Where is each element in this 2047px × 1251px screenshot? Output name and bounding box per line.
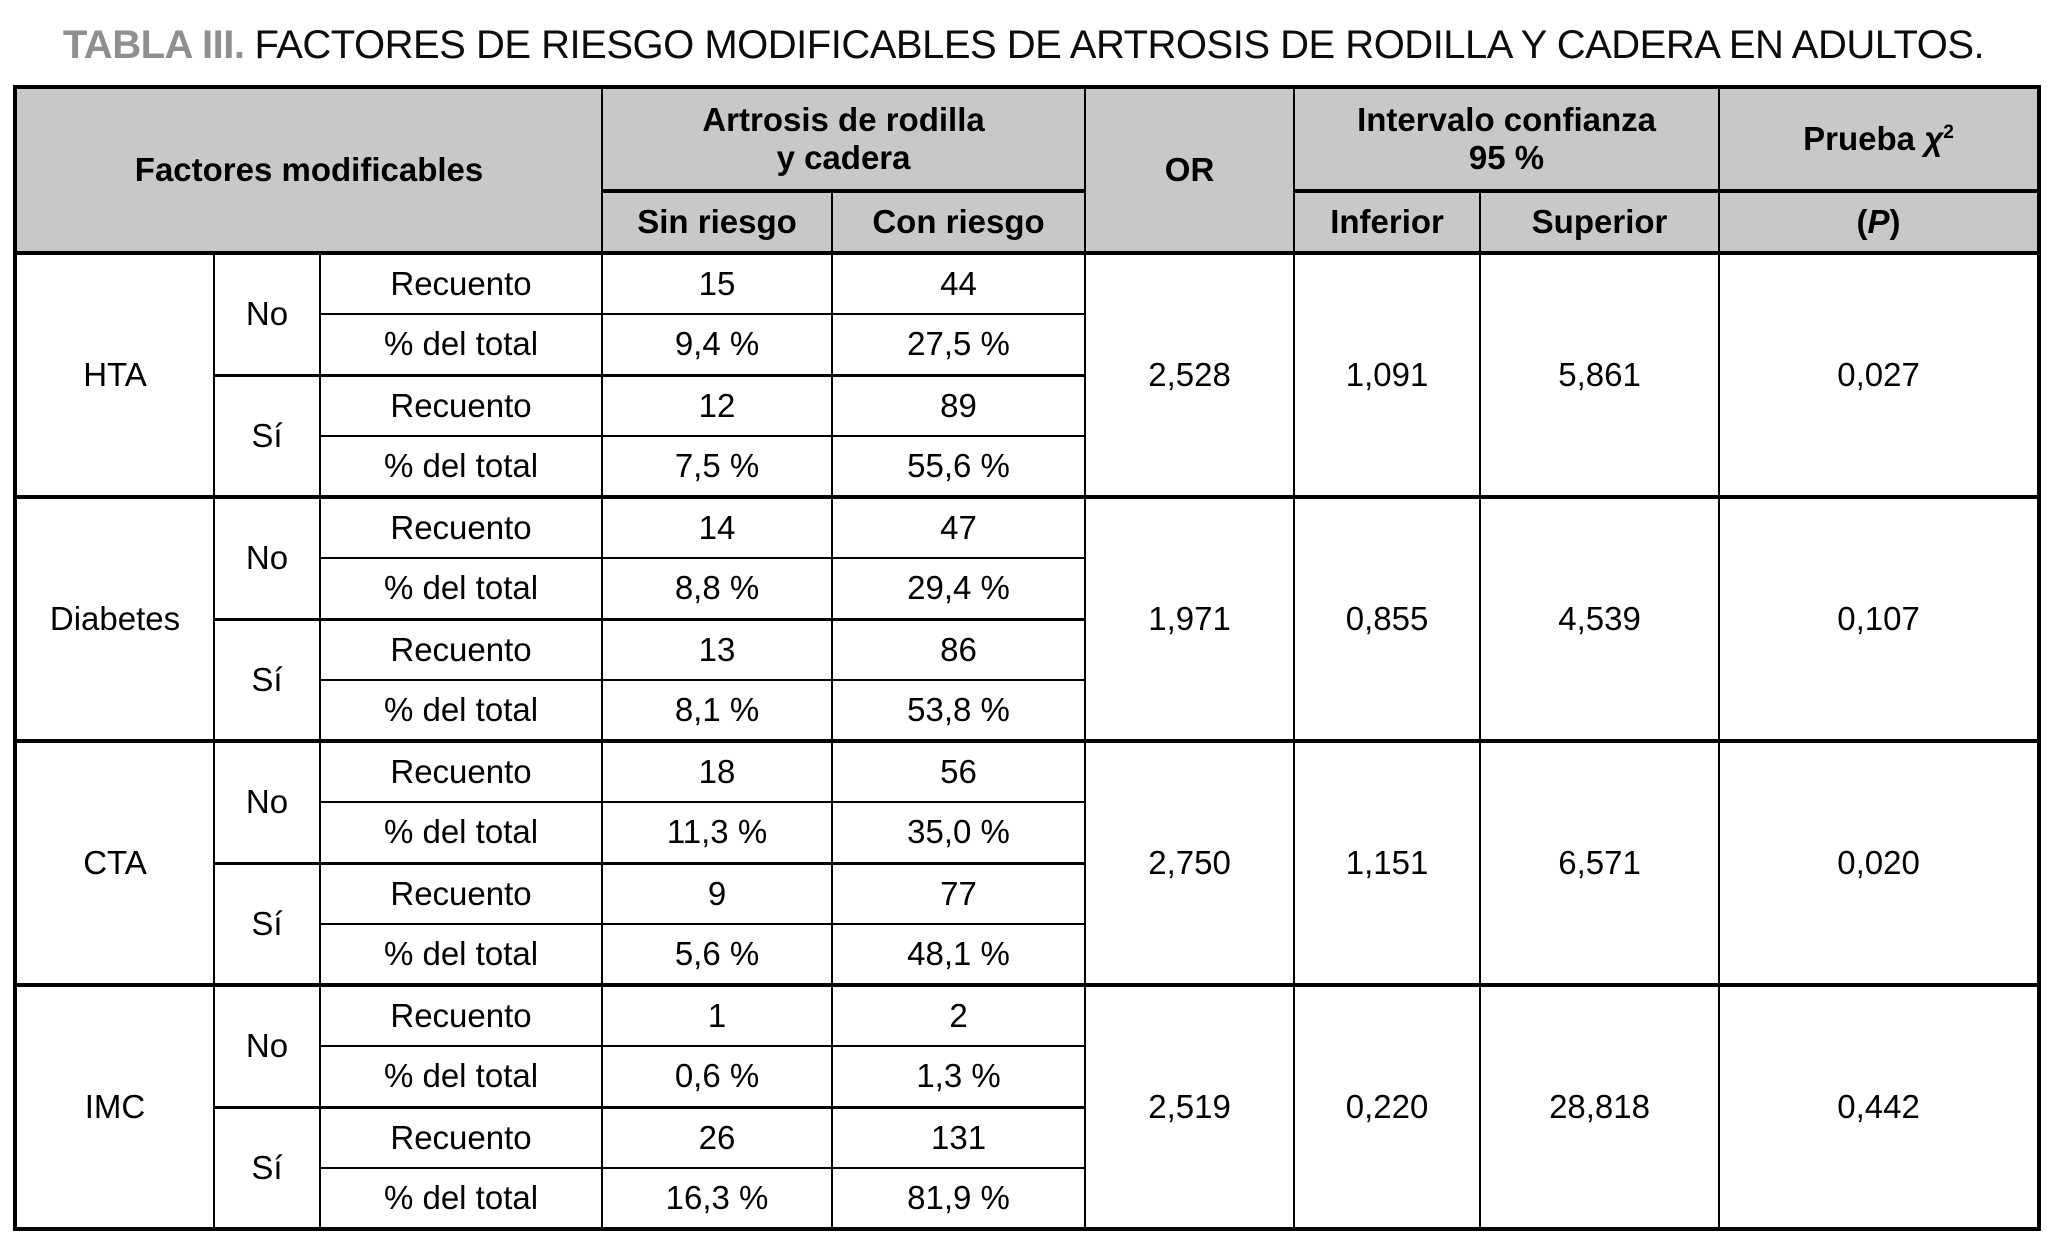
pct-cell: 5,6 %: [602, 924, 832, 985]
ci-inferior-value: 0,220: [1294, 985, 1480, 1229]
count-cell: 12: [602, 375, 832, 436]
count-cell: 13: [602, 619, 832, 680]
p-letter: P: [1867, 203, 1890, 241]
header-prueba-chi2: [1719, 87, 2039, 191]
no-label: No: [214, 497, 320, 619]
chi-exponent: 2: [1943, 122, 1954, 144]
stat-label-pct: % del total: [320, 436, 602, 497]
p-open-paren: (: [1856, 203, 1868, 241]
p-value: 0,027: [1719, 253, 2039, 497]
si-label: Sí: [214, 375, 320, 497]
pct-cell: 81,9 %: [832, 1168, 1085, 1229]
or-value: 2,750: [1085, 741, 1294, 985]
header-artrosis-line2: y cadera: [776, 139, 911, 176]
pct-cell: 11,3 %: [602, 802, 832, 863]
count-cell: 86: [832, 619, 1085, 680]
header-intervalo-confianza: [1294, 87, 1719, 191]
header-con-riesgo: Con riesgo: [832, 191, 1085, 253]
p-value: 0,442: [1719, 985, 2039, 1229]
stat-label-count: Recuento: [320, 863, 602, 924]
pct-cell: 55,6 %: [832, 436, 1085, 497]
factor-label-imc: IMC: [15, 985, 214, 1229]
stat-label-count: Recuento: [320, 985, 602, 1046]
header-factores-modificables: Factores modificables: [15, 87, 602, 253]
header-artrosis-line1: Artrosis de rodilla: [702, 101, 985, 139]
ci-inferior-value: 0,855: [1294, 497, 1480, 741]
p-value: 0,020: [1719, 741, 2039, 985]
stat-label-pct: % del total: [320, 1168, 602, 1229]
table-title-text: FACTORES DE RIESGO MODIFICABLES DE ARTROSIS DE RODILLA Y CADERA EN ADULTOS.: [254, 23, 1985, 67]
or-value: 2,528: [1085, 253, 1294, 497]
header-or: OR: [1085, 87, 1294, 253]
pct-cell: 48,1 %: [832, 924, 1085, 985]
no-label: No: [214, 985, 320, 1107]
ci-inferior-value: 1,091: [1294, 253, 1480, 497]
stat-label-count: Recuento: [320, 497, 602, 558]
stat-label-count: Recuento: [320, 741, 602, 802]
table-title: [0, 22, 2047, 68]
pct-cell: 8,8 %: [602, 558, 832, 619]
pct-cell: 53,8 %: [832, 680, 1085, 741]
header-superior: Superior: [1480, 191, 1719, 253]
stat-label-count: Recuento: [320, 375, 602, 436]
header-ci-line1: Intervalo confianza: [1357, 101, 1656, 139]
si-label: Sí: [214, 863, 320, 985]
p-value: 0,107: [1719, 497, 2039, 741]
stat-label-count: Recuento: [320, 1107, 602, 1168]
pct-cell: 1,3 %: [832, 1046, 1085, 1107]
table-row: [15, 253, 2039, 314]
pct-cell: 29,4 %: [832, 558, 1085, 619]
ci-superior-value: 5,861: [1480, 253, 1719, 497]
pct-cell: 9,4 %: [602, 314, 832, 375]
pct-cell: 27,5 %: [832, 314, 1085, 375]
or-value: 2,519: [1085, 985, 1294, 1229]
si-label: Sí: [214, 1107, 320, 1229]
header-ci-line2: 95 %: [1468, 139, 1545, 176]
table-row: [15, 985, 2039, 1046]
stat-label-pct: % del total: [320, 680, 602, 741]
stat-label-pct: % del total: [320, 314, 602, 375]
p-close-paren: ): [1889, 203, 1901, 241]
header-artrosis: [602, 87, 1085, 191]
pct-cell: 35,0 %: [832, 802, 1085, 863]
factor-label-cta: CTA: [15, 741, 214, 985]
count-cell: 131: [832, 1107, 1085, 1168]
factor-label-hta: HTA: [15, 253, 214, 497]
count-cell: 18: [602, 741, 832, 802]
count-cell: 1: [602, 985, 832, 1046]
count-cell: 56: [832, 741, 1085, 802]
risk-factors-table: [13, 85, 2041, 1231]
stat-label-pct: % del total: [320, 924, 602, 985]
count-cell: 47: [832, 497, 1085, 558]
pct-cell: 0,6 %: [602, 1046, 832, 1107]
pct-cell: 16,3 %: [602, 1168, 832, 1229]
header-p: [1719, 191, 2039, 253]
pct-cell: 8,1 %: [602, 680, 832, 741]
count-cell: 9: [602, 863, 832, 924]
chi-symbol: χ: [1924, 120, 1944, 158]
stat-label-pct: % del total: [320, 1046, 602, 1107]
no-label: No: [214, 253, 320, 375]
stat-label-pct: % del total: [320, 802, 602, 863]
table-row: [15, 741, 2039, 802]
ci-inferior-value: 1,151: [1294, 741, 1480, 985]
prueba-prefix: Prueba: [1803, 120, 1925, 158]
stat-label-count: Recuento: [320, 619, 602, 680]
pct-cell: 7,5 %: [602, 436, 832, 497]
stat-label-count: Recuento: [320, 253, 602, 314]
header-sin-riesgo: Sin riesgo: [602, 191, 832, 253]
count-cell: 2: [832, 985, 1085, 1046]
count-cell: 15: [602, 253, 832, 314]
count-cell: 14: [602, 497, 832, 558]
no-label: No: [214, 741, 320, 863]
factor-label-diabetes: Diabetes: [15, 497, 214, 741]
si-label: Sí: [214, 619, 320, 741]
table-row: [15, 497, 2039, 558]
header-inferior: Inferior: [1294, 191, 1480, 253]
count-cell: 89: [832, 375, 1085, 436]
stat-label-pct: % del total: [320, 558, 602, 619]
table-title-label: TABLA III.: [62, 23, 245, 67]
count-cell: 77: [832, 863, 1085, 924]
ci-superior-value: 28,818: [1480, 985, 1719, 1229]
ci-superior-value: 4,539: [1480, 497, 1719, 741]
ci-superior-value: 6,571: [1480, 741, 1719, 985]
count-cell: 26: [602, 1107, 832, 1168]
or-value: 1,971: [1085, 497, 1294, 741]
count-cell: 44: [832, 253, 1085, 314]
